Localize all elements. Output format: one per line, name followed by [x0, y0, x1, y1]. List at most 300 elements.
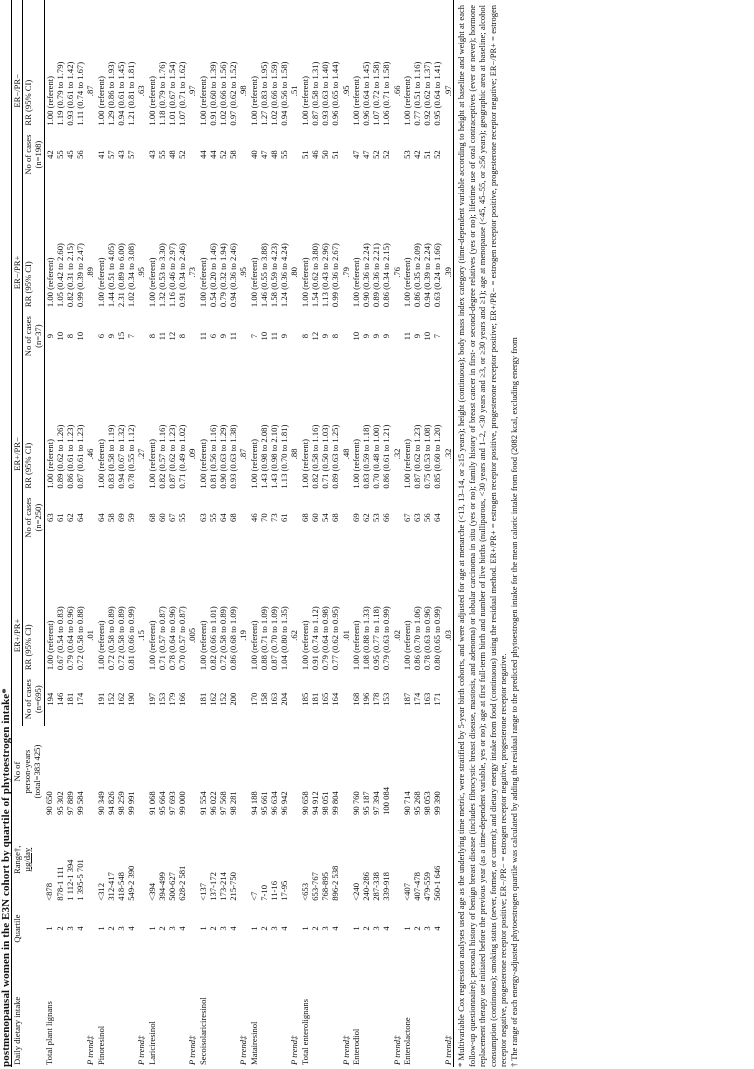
rr-cell: 1.13 (0.70 to 1.81) [279, 424, 290, 489]
rr-cell: 0.71 (0.57 to 0.87) [156, 606, 167, 671]
cases-cell: 46 [309, 150, 320, 159]
ptrend-value: .27 [136, 448, 147, 460]
rr-cell: 1.00 (referent) [299, 257, 310, 308]
ptrend-value: .62 [289, 630, 300, 641]
rr-cell: 0.71 (0.50 to 1.03) [320, 424, 331, 489]
group-n-header: (n=695) [33, 672, 44, 726]
rr-cell: 1.21 (0.81 to 1.81) [126, 61, 137, 126]
cases-cell: 58 [105, 513, 116, 522]
rr-cell: 1.00 (referent) [350, 439, 361, 489]
range-cell: 653-767 [309, 872, 320, 901]
empty-cell [361, 954, 371, 1067]
cases-cell: 53 [371, 513, 382, 522]
cases-cell: 163 [422, 692, 433, 706]
rr-cell: 0.72 (0.58 to 0.89) [218, 606, 229, 671]
rr-cell: 1.02 (0.34 to 3.08) [126, 243, 137, 308]
ptrend-value: .32 [391, 448, 402, 460]
rr-cell: 0.87 (0.58 to 1.31) [309, 61, 320, 126]
table-footnotes [456, 5, 520, 1067]
cases-cell: 170 [248, 692, 259, 706]
rr-ci-header: RR (95% CI) [23, 624, 34, 671]
rr-cell: 0.99 (0.39 to 2.47) [75, 243, 86, 308]
cases-cell: 61 [279, 513, 290, 522]
no-cases-header: No of cases [23, 497, 34, 538]
rr-cell: 1.00 (referent) [248, 75, 259, 126]
rr-cell: 0.95 (0.64 to 1.41) [432, 61, 443, 126]
ptrend-value: .95 [340, 85, 351, 97]
person-years-cell: 97 394 [371, 791, 382, 815]
rr-cell: 1.00 (referent) [248, 439, 259, 489]
person-years-cell: 97 693 [167, 791, 178, 815]
cases-cell: 52 [177, 150, 188, 159]
ptrend-row [187, 0, 197, 1067]
cases-cell: 12 [167, 331, 178, 341]
empty-cell [106, 954, 116, 1067]
rr-cell: 0.93 (0.63 to 1.40) [320, 61, 331, 126]
rr-cell: 1.00 (referent) [401, 75, 412, 126]
quartile-cell: 3 [167, 926, 178, 931]
rr-cell: 0.85 (0.60 to 1.20) [432, 424, 443, 489]
col-range-line1: Range†, [12, 845, 22, 875]
ptrend-value: .87 [85, 85, 96, 97]
cases-cell: 187 [401, 692, 412, 706]
cases-cell: 11 [228, 332, 239, 341]
quartile-cell: 2 [156, 926, 167, 931]
cases-cell: 7 [126, 333, 137, 339]
cases-cell: 57 [105, 150, 116, 159]
rr-cell: 1.46 (0.55 to 3.88) [258, 243, 269, 308]
quartile-cell: 1 [44, 926, 55, 931]
col-intake-header: Daily dietary intake [12, 954, 45, 1067]
ptrend-value: .79 [340, 267, 351, 278]
rr-cell: 0.93 (0.61 to 1.42) [65, 61, 76, 126]
empty-cell [75, 954, 85, 1067]
cases-cell: 9 [360, 333, 371, 339]
cases-cell: 67 [401, 513, 412, 522]
quartile-cell: 2 [54, 926, 65, 931]
cases-cell: 52 [371, 150, 382, 159]
rr-cell: 0.75 (0.53 to 1.08) [422, 424, 433, 489]
person-years-cell: 98 281 [228, 791, 239, 815]
empty-cell [238, 817, 248, 903]
rr-cell: 0.78 (0.55 to 1.12) [126, 424, 137, 489]
empty-cell [392, 903, 402, 954]
ptrend-value: .76 [391, 267, 402, 278]
group-header-4: ER−/PR− [12, 0, 23, 182]
table-row [228, 0, 238, 1067]
rr-cell: 1.32 (0.53 to 3.30) [156, 243, 167, 308]
ptrend-label: P trend‡ [391, 1035, 402, 1065]
quartile-cell: 4 [177, 926, 188, 931]
range-cell: 312-417 [105, 872, 116, 901]
rr-cell: 0.89 (0.62 to 1.26) [54, 424, 65, 489]
range-cell: 628-2 581 [177, 865, 188, 901]
cases-cell: 64 [95, 513, 106, 522]
empty-cell [177, 954, 187, 1067]
empty-cell [85, 726, 95, 817]
ptrend-value: .03 [443, 545, 454, 727]
quartile-cell: 1 [299, 926, 310, 931]
rr-cell: 1.13 (0.43 to 2.96) [320, 243, 331, 308]
rr-cell: 1.11 (0.74 to 1.67) [75, 61, 86, 126]
rr-cell: 1.00 (referent) [146, 257, 157, 308]
table-row [126, 0, 136, 1067]
person-years-cell: 95 268 [411, 791, 422, 815]
rr-cell: 1.00 (referent) [299, 439, 310, 489]
cases-cell: 50 [320, 150, 331, 159]
person-years-cell: 94 188 [248, 791, 259, 815]
cases-cell: 62 [65, 513, 76, 522]
ptrend-value: .46 [85, 448, 96, 460]
person-years-cell: 99 804 [330, 791, 341, 815]
ptrend-row [136, 0, 146, 1067]
cases-cell: 68 [299, 513, 310, 522]
person-years-cell: 95 661 [258, 791, 269, 815]
group-header-2: ER+/PR− [12, 363, 23, 545]
table-row [402, 0, 412, 1067]
cases-cell: 47 [258, 150, 269, 159]
range-cell: 407-478 [411, 872, 422, 901]
table-row [65, 0, 75, 1067]
rr-cell: 1.00 (referent) [95, 257, 106, 308]
empty-cell [65, 954, 75, 1067]
rr-cell: 1.00 (referent) [350, 257, 361, 308]
empty-cell [259, 954, 269, 1067]
empty-cell [371, 954, 381, 1067]
quartile-cell: 3 [269, 926, 280, 931]
quartile-cell: 1 [95, 926, 106, 931]
table-row [432, 0, 442, 1067]
rr-cell: 0.97 (0.62 to 1.52) [228, 61, 239, 126]
ptrend-label: P trend‡ [289, 1035, 300, 1065]
ptrend-label: P trend‡ [340, 1035, 351, 1065]
cases-cell: 7 [248, 333, 259, 339]
ptrend-value: .39 [443, 182, 454, 364]
rr-cell: 1.18 (0.79 to 1.76) [156, 61, 167, 126]
cases-cell: 42 [411, 150, 422, 159]
cases-cell: 63 [411, 513, 422, 522]
group-header-1: ER+/PR+ [12, 545, 23, 727]
cases-cell: 53 [401, 150, 412, 159]
cases-cell: 197 [146, 692, 157, 706]
empty-cell [392, 726, 402, 817]
group-n-header: (n=198) [33, 128, 44, 182]
cases-cell: 46 [248, 513, 259, 522]
table-row [208, 0, 218, 1067]
empty-cell [412, 954, 422, 1067]
cases-cell: 64 [432, 513, 443, 522]
cases-cell: 10 [75, 331, 86, 341]
rr-cell: 1.44 (0.51 to 4.05) [105, 243, 116, 308]
no-cases-header: No of cases [23, 679, 34, 720]
rr-cell: 1.00 (referent) [299, 620, 310, 671]
range-cell: 1 395-5 701 [75, 859, 86, 901]
ptrend-value: .01 [340, 630, 351, 641]
rr-cell: 0.86 (0.61 to 1.23) [65, 424, 76, 489]
empty-cell [126, 954, 136, 1067]
cases-cell: 48 [269, 150, 280, 159]
cases-cell: 12 [309, 331, 320, 341]
cases-cell: 204 [279, 692, 290, 706]
cases-cell: 10 [54, 331, 65, 341]
quartile-cell: 3 [116, 926, 127, 931]
table-row [422, 0, 432, 1067]
range-cell: 7-10 [258, 884, 269, 901]
empty-cell [136, 817, 146, 903]
table-row [269, 0, 279, 1067]
rr-cell: 1.08 (0.88 to 1.33) [360, 606, 371, 671]
range-cell: 896-2 538 [330, 865, 341, 901]
rr-cell: 1.00 (referent) [350, 620, 361, 671]
quartile-cell: 1 [197, 926, 208, 931]
empty-cell [341, 903, 351, 954]
person-years-cell: 90 658 [299, 791, 310, 815]
rr-cell: 0.86 (0.35 to 2.09) [411, 243, 422, 308]
results-table [11, 0, 454, 1067]
cases-cell: 41 [95, 150, 106, 159]
cases-cell: 51 [299, 150, 310, 159]
cases-cell: 48 [167, 150, 178, 159]
person-years-cell: 95 664 [156, 791, 167, 815]
ptrend-value: .89 [85, 267, 96, 278]
ptrend-label: P trend‡ [443, 954, 454, 1067]
rr-cell: 0.90 (0.63 to 1.29) [218, 424, 229, 489]
rr-cell: 0.86 (0.70 to 1.06) [411, 606, 422, 671]
person-years-cell: 98 259 [116, 791, 127, 815]
person-years-cell: 96 634 [269, 791, 280, 815]
rr-cell: 1.58 (0.59 to 4.23) [269, 243, 280, 308]
empty-cell [310, 954, 320, 1067]
cases-cell: 56 [75, 150, 86, 159]
rr-cell: 1.00 (referent) [401, 439, 412, 489]
range-cell: <312 [95, 882, 106, 901]
rr-cell: 0.99 (0.36 to 2.67) [330, 243, 341, 308]
cases-cell: 7 [432, 333, 443, 339]
person-years-cell: 94 912 [309, 791, 320, 815]
ptrend-value: .32 [443, 363, 454, 545]
cases-cell: 9 [320, 333, 331, 339]
ptrend-row [341, 0, 351, 1067]
cases-cell: 56 [422, 513, 433, 522]
cases-cell: 190 [126, 692, 137, 706]
range-cell: 11-16 [269, 881, 280, 901]
range-cell: 549-2 390 [126, 865, 137, 901]
table-row [177, 0, 187, 1067]
rr-ci-header: RR (95% CI) [23, 79, 34, 126]
rr-cell: 1.00 (referent) [44, 257, 55, 308]
person-years-cell: 99 390 [432, 791, 443, 815]
rr-cell: 0.94 (0.61 to 1.45) [116, 61, 127, 126]
table-row [55, 0, 65, 1067]
rr-cell: 0.78 (0.64 to 0.96) [167, 606, 178, 671]
intake-name: Matairesinol [248, 1021, 259, 1065]
cases-cell: 43 [146, 150, 157, 159]
rr-cell: 1.02 (0.66 to 1.56) [218, 61, 229, 126]
rr-cell: 1.05 (0.42 to 2.60) [54, 243, 65, 308]
empty-cell [443, 726, 454, 817]
rr-cell: 1.04 (0.80 to 1.35) [279, 606, 290, 671]
quartile-cell: 4 [228, 926, 239, 931]
cases-cell: 9 [44, 333, 55, 339]
cases-cell: 181 [197, 692, 208, 706]
ptrend-label: P trend‡ [136, 1035, 147, 1065]
quartile-cell: 2 [105, 926, 116, 931]
rr-cell: 1.00 (referent) [299, 75, 310, 126]
rr-cell: 0.72 (0.58 to 0.89) [116, 606, 127, 671]
rr-cell: 0.88 (0.71 to 1.09) [258, 606, 269, 671]
range-cell: 418-548 [116, 872, 127, 901]
person-years-cell: 98 051 [320, 791, 331, 815]
col-py-line2: person-years [22, 749, 33, 794]
rr-cell: 1.00 (referent) [248, 620, 259, 671]
empty-cell [218, 954, 228, 1067]
rr-cell: 1.00 (referent) [146, 75, 157, 126]
ptrend-row [289, 0, 299, 1067]
rr-cell: 0.96 (0.65 to 1.44) [330, 61, 341, 126]
rr-cell: 0.79 (0.63 to 0.99) [381, 606, 392, 671]
empty-cell [187, 903, 197, 954]
rr-cell: 2.31 (0.89 to 6.00) [116, 243, 127, 308]
rr-cell: 1.00 (referent) [44, 439, 55, 489]
cases-cell: 63 [197, 513, 208, 522]
person-years-cell: 97 568 [218, 791, 229, 815]
rr-cell: 1.00 (referent) [95, 439, 106, 489]
ptrend-value: .73 [187, 267, 198, 278]
ptrend-value: .98 [238, 85, 249, 97]
ptrend-value: .19 [238, 630, 249, 641]
group-n-header: (n=37) [33, 309, 44, 363]
rr-cell: 0.80 (0.65 to 0.99) [432, 606, 443, 671]
range-cell: <137 [197, 882, 208, 901]
rr-cell: 0.78 (0.63 to 0.96) [422, 606, 433, 671]
ptrend-value: .80 [289, 267, 300, 278]
cases-cell: 11 [269, 332, 280, 341]
quartile-cell: 2 [258, 926, 269, 931]
rr-cell: 0.86 (0.61 to 1.21) [381, 424, 392, 489]
rr-cell: 1.00 (referent) [350, 75, 361, 126]
rr-cell: 0.93 (0.63 to 1.38) [228, 424, 239, 489]
cases-cell: 55 [54, 150, 65, 159]
cases-cell: 69 [116, 513, 127, 522]
range-cell: <240 [350, 882, 361, 901]
col-quartile-header: Quartile [12, 903, 45, 954]
cases-cell: 44 [207, 150, 218, 159]
no-cases-header: No of cases [23, 134, 34, 175]
empty-cell [228, 954, 238, 1067]
intake-name: Total enterolignans [299, 999, 310, 1065]
range-cell: 339-918 [381, 872, 392, 901]
rr-cell: 1.00 (referent) [197, 620, 208, 671]
ptrend-value: .88 [289, 448, 300, 460]
table-row [361, 0, 371, 1067]
quartile-cell: 4 [126, 926, 137, 931]
intake-name: Pinoresinol [95, 1025, 106, 1065]
cases-cell: 153 [381, 692, 392, 706]
col-person-years-header [12, 726, 45, 817]
ptrend-value: .15 [136, 630, 147, 641]
range-cell: 878-1 111 [54, 866, 65, 901]
cases-cell: 54 [320, 513, 331, 522]
empty-cell [136, 903, 146, 954]
ptrend-value: .005 [187, 627, 198, 643]
person-years-cell: 99 584 [75, 791, 86, 815]
person-years-cell: 90 714 [401, 791, 412, 815]
range-cell: 173-214 [218, 872, 229, 901]
rr-cell: 0.72 (0.58 to 0.89) [105, 606, 116, 671]
rr-cell: 0.95 (0.77 to 1.18) [371, 606, 382, 671]
ptrend-value: .51 [289, 85, 300, 97]
empty-cell [55, 954, 65, 1067]
cases-cell: 9 [411, 333, 422, 339]
cases-cell: 47 [350, 150, 361, 159]
empty-cell [238, 726, 248, 817]
rr-cell: 0.96 (0.64 to 1.45) [360, 61, 371, 126]
cases-cell: 63 [44, 513, 55, 522]
cases-cell: 11 [401, 332, 412, 341]
cases-cell: 55 [207, 513, 218, 522]
cases-cell: 61 [54, 513, 65, 522]
empty-cell [341, 817, 351, 903]
rr-ci-header: RR (95% CI) [23, 442, 34, 489]
header-spacer [33, 545, 44, 672]
cases-cell: 47 [360, 150, 371, 159]
cases-cell: 60 [156, 513, 167, 522]
rr-cell: 0.81 (0.56 to 1.16) [207, 424, 218, 489]
rr-cell: 1.00 (referent) [401, 257, 412, 308]
cases-cell: 158 [258, 692, 269, 706]
person-years-cell: 98 053 [422, 791, 433, 815]
cases-cell: 8 [330, 333, 341, 339]
rr-cell: 0.77 (0.62 to 0.95) [330, 606, 341, 671]
intake-name: Total plant lignans [44, 1001, 55, 1065]
ptrend-row [443, 0, 454, 1067]
range-cell: <394 [146, 882, 157, 901]
cases-cell: 52 [381, 150, 392, 159]
person-years-cell: 95 302 [54, 791, 65, 815]
empty-cell [432, 954, 442, 1067]
cases-cell: 162 [116, 692, 127, 706]
cases-cell: 60 [309, 513, 320, 522]
cases-cell: 162 [207, 692, 218, 706]
cases-cell: 64 [218, 513, 229, 522]
cases-cell: 174 [411, 692, 422, 706]
cases-cell: 57 [126, 150, 137, 159]
rr-cell: 0.94 (0.39 to 2.24) [422, 243, 433, 308]
cases-cell: 181 [309, 692, 320, 706]
cases-cell: 8 [65, 333, 76, 339]
footnote-range: † The range of each energy-adjusted phytoestrogen quartile was calculated by adding the residual range to the predicted phytoestrogen intake for the mean caloric intake from food (2082 kcal, excluding energy from [508, 337, 519, 1067]
rr-cell: 0.89 (0.36 to 2.21) [371, 243, 382, 308]
cases-cell: 10 [350, 331, 361, 341]
person-years-cell: 96 022 [207, 791, 218, 815]
rr-cell: 0.72 (0.58 to 0.88) [75, 606, 86, 671]
cases-cell: 152 [218, 692, 229, 706]
cases-cell: 166 [177, 692, 188, 706]
group-n-header: (n=250) [33, 491, 44, 545]
range-cell: 240-286 [360, 872, 371, 901]
cases-cell: 6 [95, 333, 106, 339]
table-row [249, 0, 259, 1067]
rr-cell: 0.81 (0.66 to 0.99) [126, 606, 137, 671]
empty-cell [443, 817, 454, 903]
rr-cell: 0.94 (0.67 to 1.32) [116, 424, 127, 489]
quartile-cell: 2 [309, 926, 320, 931]
table-row [310, 0, 320, 1067]
rr-cell: 0.90 (0.36 to 2.24) [360, 243, 371, 308]
empty-cell [330, 954, 340, 1067]
cases-cell: 8 [299, 333, 310, 339]
table-row [259, 0, 269, 1067]
